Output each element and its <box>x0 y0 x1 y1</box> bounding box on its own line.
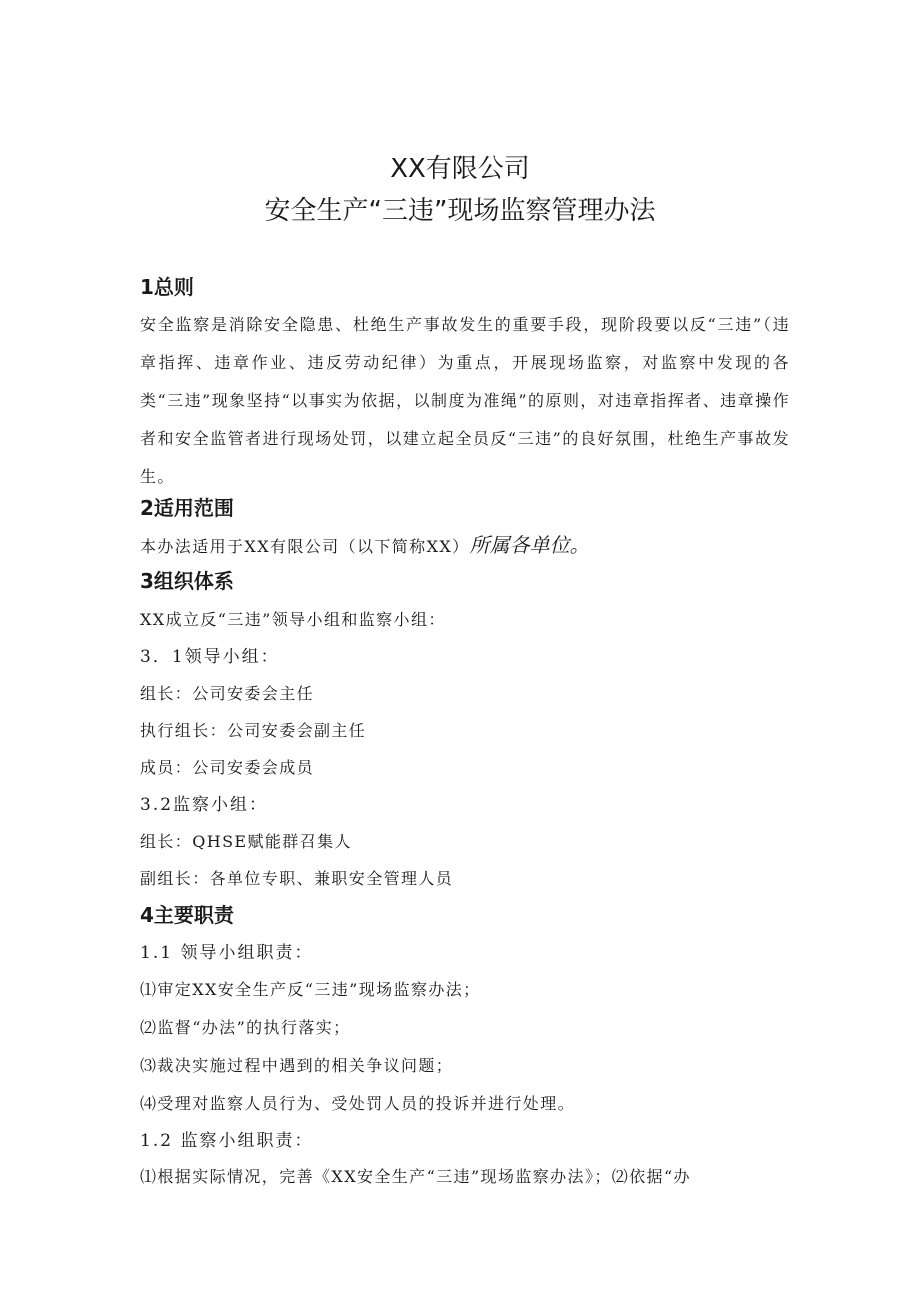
organization-intro: XX成立反“三违”领导小组和监察小组： <box>140 610 446 629</box>
section-duties <box>140 903 790 927</box>
section-general <box>140 275 790 299</box>
scope-body-tail: 所属各单位。 <box>469 533 590 557</box>
section-organization <box>140 569 790 593</box>
leader-group-title: 3．1领导小组： <box>140 647 280 667</box>
section-heading-duties: 4主要职责 <box>140 903 234 927</box>
leader-duty-item: ⑵监督“办法”的执行落实； <box>140 1018 351 1037</box>
section-heading-general: 1总则 <box>140 275 194 299</box>
scope-body-main: 本办法适用于XX有限公司（以下简称XX） <box>140 537 470 556</box>
inspect-duties-title: 1.2 监察小组职责： <box>140 1131 314 1151</box>
section-scope <box>140 496 790 520</box>
section-heading-scope: 2适用范围 <box>140 496 234 520</box>
document-title-company: XX有限公司 <box>390 154 530 184</box>
inspect-group-deputy: 副组长：各单位专职、兼职安全管理人员 <box>140 869 454 888</box>
leader-group-members: 成员：公司安委会成员 <box>140 758 315 777</box>
general-paragraph: 安全监察是消除安全隐患、杜绝生产事故发生的重要手段，现阶段要以反“三违”（违章指挥、违章作业、违反劳动纪律）为重点，开展现场监察，对监察中发现的各类“三违”现象坚持“以事实为依据，以制度为准绳”的原则，对违章指挥者、违章操作者和安全监管者进行现场处罚，以建立起全员反“三违”的良好氛围，杜绝生产事故发生。 <box>140 315 790 486</box>
section-general-body <box>140 306 790 496</box>
inspect-group-leader: 组长：QHSE赋能群召集人 <box>140 832 352 851</box>
inspect-duty-items: ⑴根据实际情况，完善《XX安全生产“三违”现场监察办法》；⑵依据“办 <box>140 1167 691 1186</box>
leader-group-leader: 组长：公司安委会主任 <box>140 684 315 703</box>
leader-duty-item: ⑶裁决实施过程中遇到的相关争议问题； <box>140 1056 454 1075</box>
inspect-group-title: 3.2监察小组： <box>140 795 269 815</box>
leader-duty-item: ⑷受理对监察人员行为、受处罚人员的投诉并进行处理。 <box>140 1094 576 1113</box>
section-heading-organization: 3组织体系 <box>140 569 234 593</box>
document-title-main: 安全生产“三违”现场监察管理办法 <box>264 196 656 226</box>
leader-group-exec: 执行组长：公司安委会副主任 <box>140 721 367 740</box>
scope-paragraph <box>140 534 790 558</box>
leader-duty-item: ⑴审定XX安全生产反“三违”现场监察办法； <box>140 980 481 999</box>
leader-duties-title: 1.1 领导小组职责： <box>140 943 314 963</box>
